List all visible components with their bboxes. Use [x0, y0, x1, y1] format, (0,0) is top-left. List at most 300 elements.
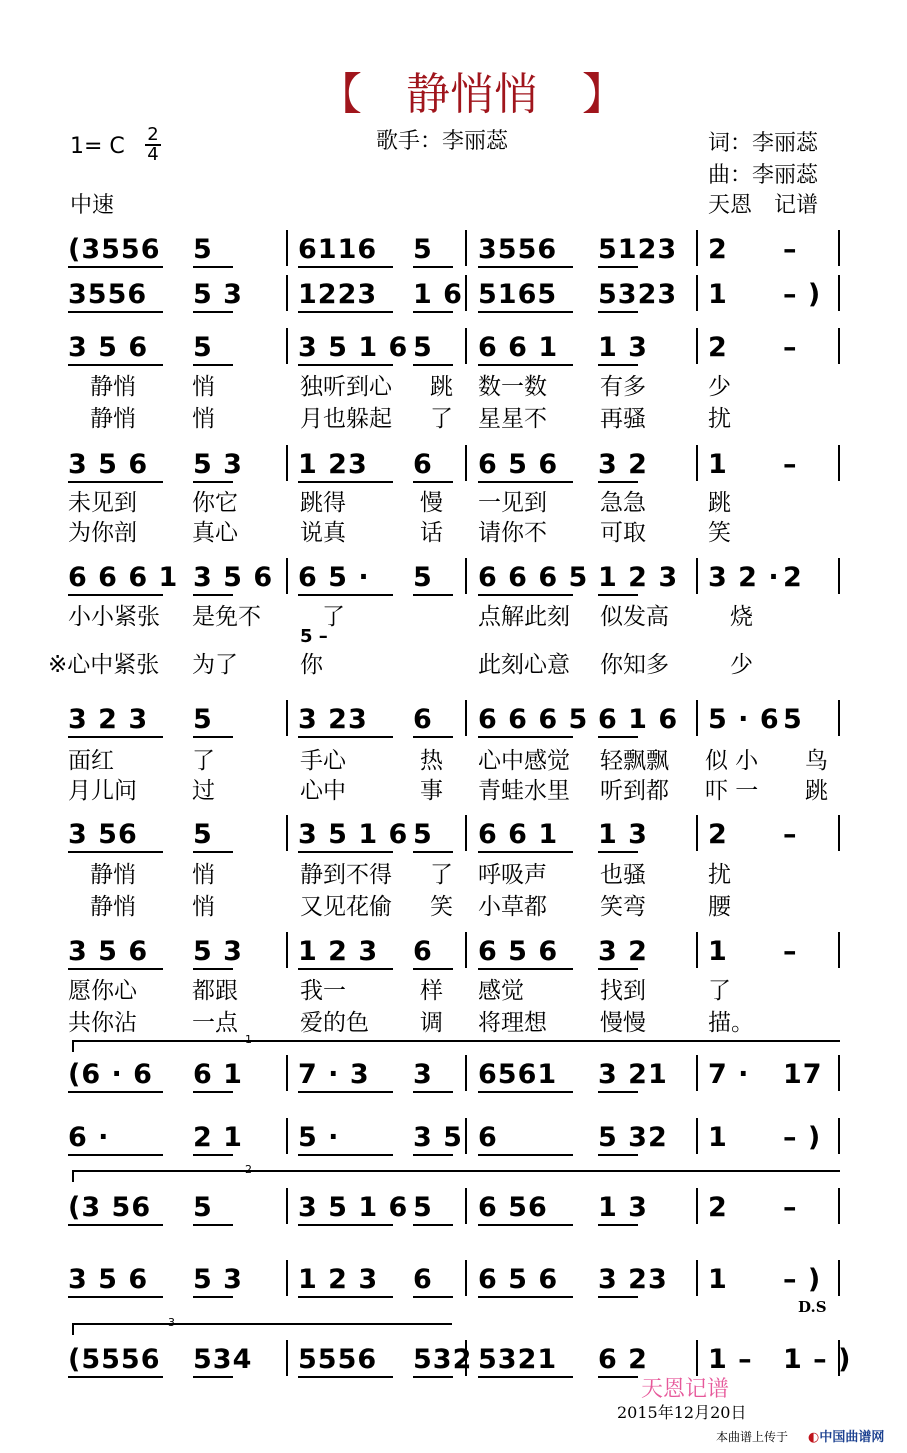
beam-underline — [193, 1224, 233, 1226]
lyric-word: 烧 — [730, 604, 753, 630]
beam-underline — [413, 736, 453, 738]
bar-line — [465, 815, 467, 851]
bar-line — [696, 558, 698, 594]
beam-underline — [413, 1296, 453, 1298]
note-group: 1 — [708, 936, 728, 967]
bar-line — [838, 700, 840, 736]
lyric-word: 笑 — [430, 894, 453, 920]
lyric-word: 吓 一 — [705, 778, 759, 804]
composer-credit: 曲：李丽蕊 — [708, 163, 819, 188]
note-group: 5165 — [478, 279, 558, 310]
note-group: 5 — [193, 234, 213, 265]
bar-line — [696, 700, 698, 736]
beam-underline — [598, 481, 638, 483]
score-line — [68, 815, 848, 857]
bar-line — [696, 328, 698, 364]
site-logo — [808, 1426, 884, 1445]
bar-line — [465, 558, 467, 594]
lyric-word: 鸟 — [805, 748, 828, 774]
lyric-word: 星星不 — [478, 406, 547, 432]
lyric-word: 共你沾 — [68, 1010, 137, 1036]
beam-underline — [478, 736, 573, 738]
bar-line — [838, 230, 840, 266]
beam-underline — [193, 1154, 233, 1156]
note-group: 1 — [708, 1264, 728, 1295]
note-group: 1 — [708, 279, 728, 310]
beam-underline — [193, 311, 233, 313]
note-group: 5 — [193, 1192, 213, 1223]
lyric-word: 似发高 — [600, 604, 669, 630]
note-group: 6 5 6 — [478, 1264, 559, 1295]
song-title: 【 静悄悄 】 — [318, 69, 626, 120]
lyric-word: 也骚 — [600, 862, 646, 888]
lyric-word: 有多 — [600, 374, 646, 400]
lyric-word: 再骚 — [600, 406, 646, 432]
lyric-word: 样 — [420, 978, 443, 1004]
bar-line — [696, 815, 698, 851]
note-group: 3 5 6 — [68, 1264, 149, 1295]
key-signature: 1= C — [70, 134, 125, 159]
note-group: 5 3 — [193, 449, 243, 480]
bar-line — [696, 230, 698, 266]
lyric-word: 手心 — [300, 748, 346, 774]
lyric-word: 小草都 — [478, 894, 547, 920]
beam-underline — [298, 1296, 393, 1298]
beam-underline — [413, 1376, 453, 1378]
beam-underline — [598, 1296, 638, 1298]
beam-underline — [598, 1091, 638, 1093]
beam-underline — [598, 1376, 638, 1378]
beam-underline — [298, 968, 393, 970]
note-group: – — [783, 234, 798, 265]
note-group: 1 23 — [298, 449, 368, 480]
note-group: 6 6 6 1 — [68, 562, 179, 593]
lyric-word: 笑弯 — [600, 894, 646, 920]
beam-underline — [413, 1224, 453, 1226]
beam-underline — [298, 1154, 393, 1156]
note-group: 6 56 — [478, 1192, 548, 1223]
note-group: (6 · 6 — [68, 1059, 153, 1090]
note-group: 5323 — [598, 279, 678, 310]
score-line — [68, 275, 848, 317]
beam-underline — [298, 364, 393, 366]
note-group: 3556 — [478, 234, 558, 265]
volta-3-label: 3 — [168, 1316, 175, 1329]
beam-underline — [68, 1154, 163, 1156]
bar-line — [838, 815, 840, 851]
bar-line — [838, 445, 840, 481]
bar-line — [286, 558, 288, 594]
note-group: 5 — [783, 704, 803, 735]
score-line — [68, 445, 848, 487]
beam-underline — [598, 266, 638, 268]
beam-underline — [193, 1376, 233, 1378]
lyric-word: 少 — [708, 374, 731, 400]
bar-line — [286, 1340, 288, 1376]
note-group: – — [783, 936, 798, 967]
beam-underline — [478, 1296, 573, 1298]
beam-underline — [298, 1224, 393, 1226]
beam-underline — [598, 968, 638, 970]
beam-underline — [68, 736, 163, 738]
note-group: 1 — [708, 449, 728, 480]
note-group: 3 23 — [598, 1264, 668, 1295]
beam-underline — [478, 851, 573, 853]
note-group: 3 5 1 6 — [298, 332, 409, 363]
lyricist-credit: 词：李丽蕊 — [708, 131, 819, 156]
lyric-word: 了 — [430, 406, 453, 432]
note-group: 3 5 6 — [68, 449, 149, 480]
note-group: 5 — [193, 819, 213, 850]
beam-underline — [298, 311, 393, 313]
score-line — [68, 932, 848, 974]
bar-line — [286, 1055, 288, 1091]
lyric-word: 慢 — [420, 490, 443, 516]
beam-underline — [413, 364, 453, 366]
lyric-word: 你 — [300, 652, 323, 678]
note-group: – — [783, 819, 798, 850]
bar-line — [696, 1188, 698, 1224]
beam-underline — [478, 1091, 573, 1093]
note-group: 6 — [478, 1122, 498, 1153]
bar-line — [286, 932, 288, 968]
beam-underline — [193, 364, 233, 366]
note-group: 6 — [413, 704, 433, 735]
note-group: 5 — [193, 704, 213, 735]
note-group: – ) — [783, 1122, 822, 1153]
bar-line — [696, 275, 698, 311]
note-group: 1 – ) — [783, 1344, 852, 1375]
note-group: 3 5 6 — [193, 562, 274, 593]
bar-line — [465, 230, 467, 266]
note-group: 6 5 · — [298, 562, 370, 593]
lyric-word: 了 — [192, 748, 215, 774]
volta-1-line — [72, 1040, 840, 1042]
time-signature — [145, 126, 161, 164]
bar-line — [838, 1118, 840, 1154]
bar-line — [465, 1188, 467, 1224]
beam-underline — [193, 1296, 233, 1298]
note-group: 534 — [193, 1344, 253, 1375]
note-group: 7 · — [708, 1059, 750, 1090]
note-group: 3 — [413, 1059, 433, 1090]
lyric-word: 都跟 — [192, 978, 238, 1004]
bar-line — [696, 1118, 698, 1154]
lyric-word: 真心 — [192, 520, 238, 546]
lyric-word: 独听到心 — [300, 374, 392, 400]
beam-underline — [68, 1224, 163, 1226]
bar-line — [465, 1260, 467, 1296]
note-group: 1 2 3 — [298, 936, 379, 967]
lyric-word: 静到不得 — [300, 862, 392, 888]
score-line — [68, 328, 848, 370]
bar-line — [286, 1188, 288, 1224]
volta-3-hook — [72, 1323, 74, 1335]
lyric-word: 一见到 — [478, 490, 547, 516]
note-group: 6 — [413, 936, 433, 967]
note-group: 6 6 1 — [478, 332, 559, 363]
beam-underline — [68, 968, 163, 970]
bar-line — [838, 558, 840, 594]
note-group: 6 — [413, 449, 433, 480]
beam-underline — [478, 1376, 573, 1378]
lyric-word: 跳 — [805, 778, 828, 804]
beam-underline — [598, 1224, 638, 1226]
lyric-word: 静悄 — [90, 862, 136, 888]
note-group: 6 2 — [598, 1344, 648, 1375]
bar-line — [465, 700, 467, 736]
beam-underline — [298, 736, 393, 738]
beam-underline — [193, 481, 233, 483]
lyric-word: 数一数 — [478, 374, 547, 400]
note-group: – ) — [783, 279, 822, 310]
volta-1-label: 1 — [245, 1033, 252, 1046]
note-group: 3 5 1 6 — [298, 819, 409, 850]
note-group: 6 · — [68, 1122, 110, 1153]
lyric-word: 小小紧张 — [68, 604, 160, 630]
lyric-word: 静悄 — [90, 894, 136, 920]
lyric-word: 跳 — [708, 490, 731, 516]
bar-line — [838, 932, 840, 968]
lyric-word: 少 — [730, 652, 753, 678]
beam-underline — [598, 594, 638, 596]
lyric-word: 笑 — [708, 520, 731, 546]
lyric-word: 急急 — [600, 490, 646, 516]
lyric-word: 说真 — [300, 520, 346, 546]
note-group: 3 2 — [598, 449, 648, 480]
bar-line — [696, 1055, 698, 1091]
beam-underline — [298, 1091, 393, 1093]
note-group: 5 — [413, 819, 433, 850]
score-line — [68, 1260, 848, 1302]
bar-line — [286, 275, 288, 311]
note-group: 6 5 6 — [478, 449, 559, 480]
note-group: 3556 — [68, 279, 148, 310]
beam-underline — [193, 266, 233, 268]
lyric-word: 为了 — [192, 652, 238, 678]
note-group: 1 2 3 — [298, 1264, 379, 1295]
beam-underline — [478, 1224, 573, 1226]
note-group: 6 5 6 — [478, 936, 559, 967]
note-group: 6 1 — [193, 1059, 243, 1090]
lyric-word: 腰 — [708, 894, 731, 920]
note-group: 5 3 — [193, 1264, 243, 1295]
note-group: 6 6 6 5 — [478, 562, 589, 593]
lyric-word: 又见花偷 — [300, 894, 392, 920]
beam-underline — [478, 364, 573, 366]
bar-line — [838, 1260, 840, 1296]
score-line — [68, 700, 848, 742]
lyric-word: 你知多 — [600, 652, 669, 678]
lyric-word: 你它 — [192, 490, 238, 516]
note-group: 3 21 — [598, 1059, 668, 1090]
lyric-word: 调 — [420, 1010, 443, 1036]
bar-line — [696, 932, 698, 968]
lyric-word: 感觉 — [478, 978, 524, 1004]
time-sig-denominator: 4 — [147, 144, 159, 165]
note-group: 5 — [193, 332, 213, 363]
bar-line — [465, 275, 467, 311]
bar-line — [465, 1118, 467, 1154]
lyric-word: 事 — [420, 778, 443, 804]
lyric-word: 了 — [322, 604, 345, 630]
beam-underline — [598, 736, 638, 738]
lyric-word: 了 — [708, 978, 731, 1004]
note-group: 6 — [413, 1264, 433, 1295]
score-line — [68, 230, 848, 272]
bar-line — [838, 1188, 840, 1224]
bar-line — [465, 932, 467, 968]
note-group: 5123 — [598, 234, 678, 265]
note-group: – ) — [783, 1264, 822, 1295]
note-group: 17 — [783, 1059, 823, 1090]
lyric-word: 爱的色 — [300, 1010, 369, 1036]
beam-underline — [598, 1154, 638, 1156]
score-line — [68, 1188, 848, 1230]
lyric-word: 了 — [430, 862, 453, 888]
note-group: 2 — [783, 562, 803, 593]
beam-underline — [68, 266, 163, 268]
site-logo-icon: ◐ — [808, 1430, 820, 1445]
beam-underline — [68, 1296, 163, 1298]
beam-underline — [68, 1091, 163, 1093]
bar-line — [465, 328, 467, 364]
beam-underline — [298, 481, 393, 483]
beam-underline — [478, 266, 573, 268]
bar-line — [696, 445, 698, 481]
beam-underline — [413, 594, 453, 596]
lyric-word: 月也躲起 — [300, 406, 392, 432]
score-line — [68, 558, 848, 600]
note-group: (3 56 — [68, 1192, 152, 1223]
transcriber-credit: 天恩 记谱 — [708, 193, 819, 218]
singer-credit: 歌手：李丽蕊 — [376, 129, 509, 154]
beam-underline — [193, 736, 233, 738]
lyric-word: 可取 — [600, 520, 646, 546]
beam-underline — [478, 968, 573, 970]
lyric-word: 慢慢 — [600, 1010, 646, 1036]
lyric-word: 轻飘飘 — [600, 748, 669, 774]
beam-underline — [193, 851, 233, 853]
bar-line — [465, 1055, 467, 1091]
lyric-word: 扰 — [708, 862, 731, 888]
note-group: 1 2 3 — [598, 562, 679, 593]
bar-line — [286, 700, 288, 736]
note-group: (5556 — [68, 1344, 161, 1375]
note-group: 5 · — [298, 1122, 340, 1153]
bar-line — [286, 445, 288, 481]
lyric-word: 此刻心意 — [478, 652, 570, 678]
beam-underline — [193, 1091, 233, 1093]
beam-underline — [298, 1376, 393, 1378]
note-group: 1223 — [298, 279, 378, 310]
bar-line — [286, 1260, 288, 1296]
beam-underline — [478, 481, 573, 483]
note-group: 2 — [708, 332, 728, 363]
ds-marking: D.S — [798, 1298, 827, 1316]
note-group: 6116 — [298, 234, 378, 265]
tempo-marking: 中速 — [70, 193, 115, 218]
lyric-word: 将理想 — [478, 1010, 547, 1036]
lyric-word: ※心中紧张 — [48, 652, 160, 678]
lyric-word: 似 小 — [705, 748, 759, 774]
note-group: 5 3 — [193, 936, 243, 967]
lyric-word: 呼吸声 — [478, 862, 547, 888]
time-sig-numerator: 2 — [147, 124, 159, 145]
lyric-word: 请你不 — [478, 520, 547, 546]
note-group: 2 — [708, 234, 728, 265]
lyric-word: 静悄 — [90, 406, 136, 432]
volta-2-hook — [72, 1170, 74, 1182]
lyric-word: 面红 — [68, 748, 114, 774]
bar-line — [696, 1340, 698, 1376]
note-group: 5556 — [298, 1344, 378, 1375]
note-group: 5 — [413, 332, 433, 363]
note-group: 3 2 — [598, 936, 648, 967]
lyric-word: 心中 — [300, 778, 346, 804]
bar-line — [286, 230, 288, 266]
lyric-word: 一点 — [192, 1010, 238, 1036]
small-notes-over-lyric: 5 – — [300, 626, 328, 647]
note-group: 2 — [708, 1192, 728, 1223]
beam-underline — [298, 851, 393, 853]
lyric-word: 静悄 — [90, 374, 136, 400]
lyric-word: 悄 — [192, 374, 215, 400]
lyric-word: 找到 — [600, 978, 646, 1004]
beam-underline — [193, 594, 233, 596]
beam-underline — [413, 311, 453, 313]
lyric-word: 听到都 — [600, 778, 669, 804]
note-group: 3 56 — [68, 819, 138, 850]
volta-3-line — [72, 1323, 452, 1325]
beam-underline — [598, 364, 638, 366]
beam-underline — [478, 594, 573, 596]
beam-underline — [413, 968, 453, 970]
note-group: 3 23 — [298, 704, 368, 735]
beam-underline — [68, 311, 163, 313]
note-group: 6 6 1 — [478, 819, 559, 850]
lyric-word: 跳 — [430, 374, 453, 400]
score-line — [68, 1340, 852, 1382]
note-group: 5 · 6 — [708, 704, 780, 735]
note-group: 5 32 — [598, 1122, 668, 1153]
bar-line — [465, 1340, 467, 1376]
note-group: 5 — [413, 562, 433, 593]
beam-underline — [68, 594, 163, 596]
note-group: 532 — [413, 1344, 473, 1375]
score-line — [68, 1055, 848, 1097]
bar-line — [286, 328, 288, 364]
note-group: 6561 — [478, 1059, 558, 1090]
beam-underline — [478, 1154, 573, 1156]
note-group: 1 6 — [413, 279, 463, 310]
beam-underline — [68, 364, 163, 366]
lyric-word: 愿你心 — [68, 978, 137, 1004]
lyric-word: 悄 — [192, 862, 215, 888]
site-name: 中国曲谱网 — [819, 1430, 885, 1445]
note-group: 3 2 3 — [68, 704, 149, 735]
lyric-word: 过 — [192, 778, 215, 804]
note-group: 3 5 6 — [68, 332, 149, 363]
note-group: 5321 — [478, 1344, 558, 1375]
beam-underline — [413, 1154, 453, 1156]
note-group: 6 1 6 — [598, 704, 679, 735]
note-group: 1 3 — [598, 1192, 648, 1223]
note-group: – — [783, 1192, 798, 1223]
watermark-logo: 天恩记谱 — [641, 1377, 730, 1402]
upload-note: 本曲谱上传于 — [716, 1430, 789, 1444]
lyric-word: 描。 — [708, 1010, 754, 1036]
